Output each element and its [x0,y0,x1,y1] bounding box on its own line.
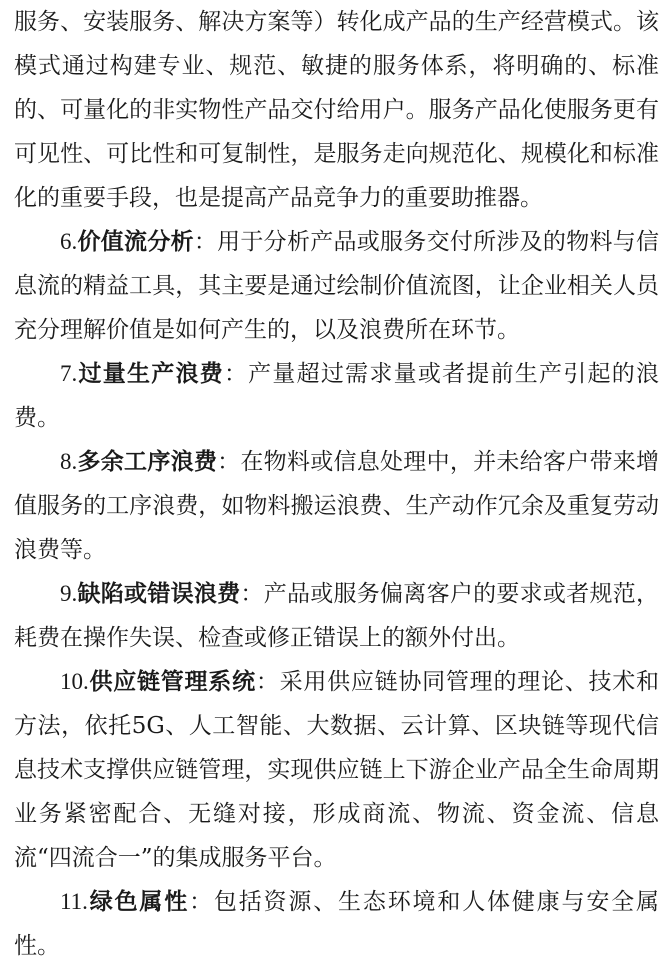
definition-text: ：在物料或信息处理中，并未给客户带来增值服务的工序浪费，如物料搬运浪费、生产动作冗余及重复劳动浪费等。 [14,449,660,563]
definition-paragraph-7 [14,352,659,440]
definition-paragraph-11 [14,880,659,968]
item-number: 7. [60,361,78,386]
definition-text: ：采用供应链协同管理的理论、技术和方法，依托5G、人工智能、大数据、云计算、区块链等现代信息技术支撑供应链管理，实现供应链上下游企业产品全生命周期业务紧密配合、无缝对接，形成商流、物流、资金流、信息流“四流合一”的集成服务平台。 [14,669,660,871]
term-heading: 多余工序浪费 [77,449,218,475]
term-heading: 绿色属性 [87,889,190,915]
term-heading: 供应链管理系统 [88,669,256,695]
paragraph-text: 服务、安装服务、解决方案等）转化成产品的生产经营模式。该模式通过构建专业、规范、敏捷的服务体系，将明确的、标准的、可量化的非实物性产品交付给用户。服务产品化使服务更有可见性、可比性和可复制性，是服务走向规范化、规模化和标准化的重要手段，也是提高产品竞争力的重要助推器。 [14,9,659,211]
definition-text: ：产品或服务偏离客户的要求或者规范，耗费在操作失误、检查或修正错误上的额外付出。 [14,581,660,651]
term-heading: 过量生产浪费 [77,361,224,387]
definition-text: ：产量超过需求量或者提前生产引起的浪费。 [14,361,660,431]
term-heading: 价值流分析 [77,229,194,255]
document-page [14,0,659,968]
item-number: 10. [60,669,89,694]
definition-text: ：包括资源、生态环境和人体健康与安全属性。 [14,889,660,959]
definition-paragraph-9 [14,572,659,660]
definition-paragraph-8 [14,440,659,572]
term-heading: 缺陷或错误浪费 [77,581,241,607]
item-number: 9. [60,581,78,606]
item-number: 11. [60,889,88,914]
definition-paragraph-6 [14,220,659,352]
item-number: 6. [60,229,78,254]
item-number: 8. [60,449,78,474]
definition-text: ：用于分析产品或服务交付所涉及的物料与信息流的精益工具，其主要是通过绘制价值流图，让企业相关人员充分理解价值是如何产生的，以及浪费所在环节。 [14,229,660,343]
definition-paragraph-10 [14,660,659,880]
paragraph-continuation [14,0,659,220]
